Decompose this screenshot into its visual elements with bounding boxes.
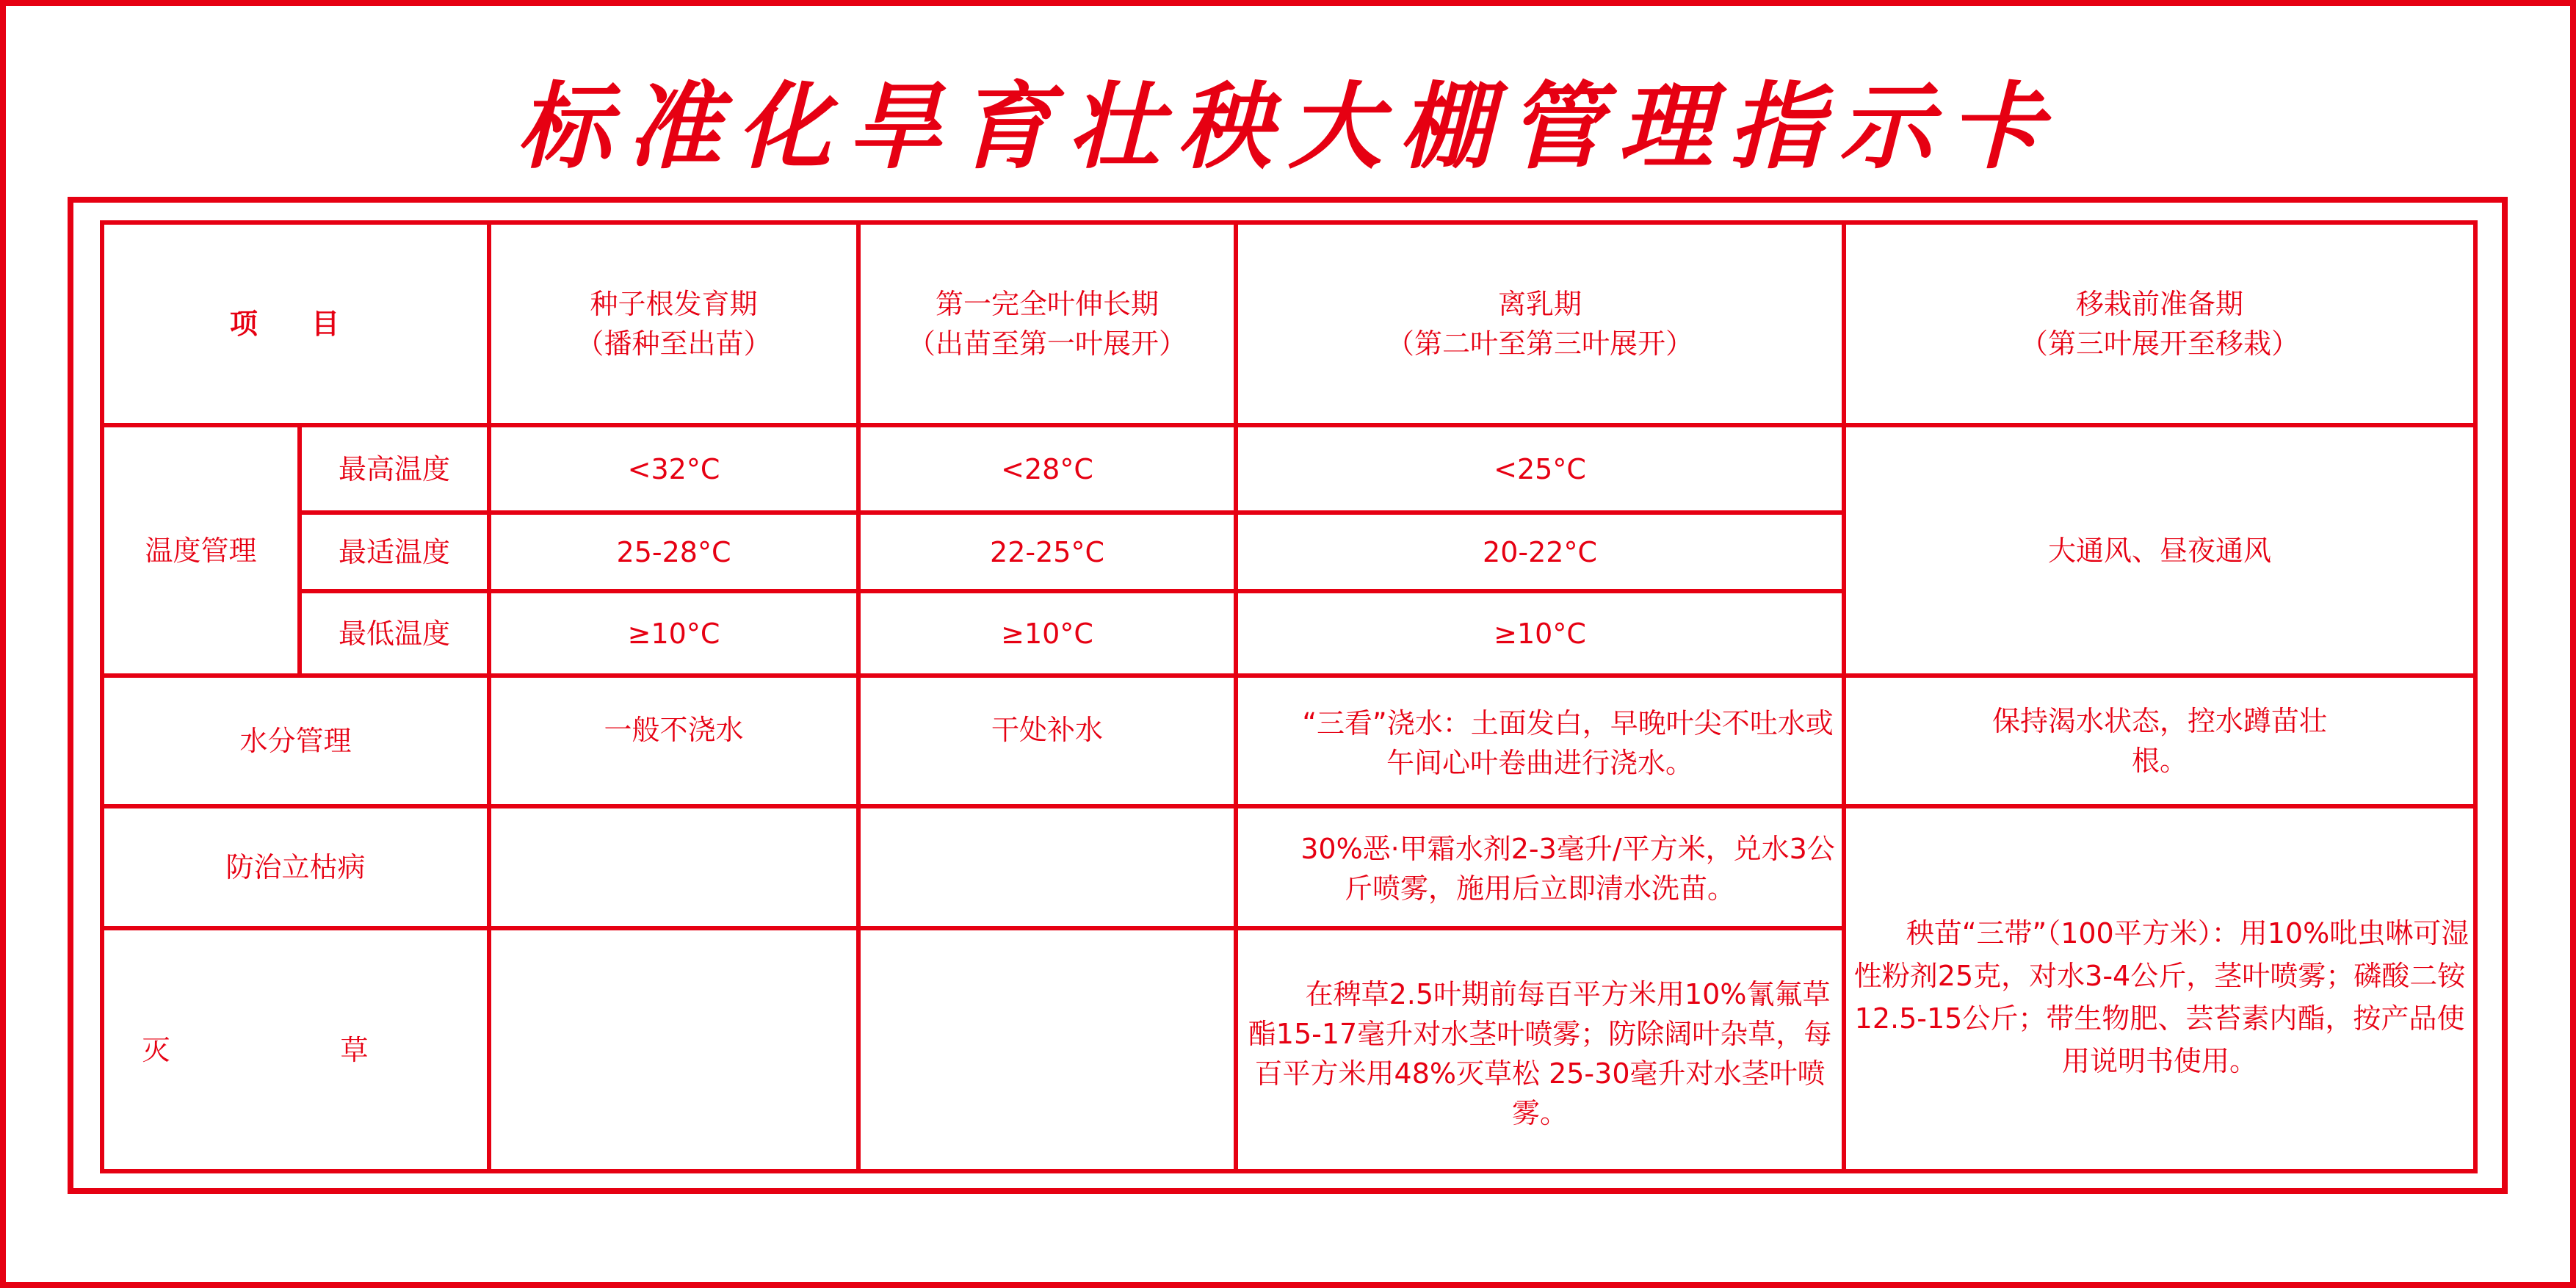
header-row xyxy=(102,222,2475,425)
water-stage3 xyxy=(1236,676,1844,806)
water-stage4-text: 保持渴水状态，控水蹲苗壮根。 xyxy=(1992,705,2328,777)
stage-name: 离乳期 xyxy=(1498,288,1582,320)
temp-row-max xyxy=(102,425,2475,513)
water-stage1: 一般不浇水 xyxy=(489,676,858,806)
stage-range: （出苗至第一叶展开） xyxy=(908,328,1187,360)
weeding-label: 灭 草 xyxy=(102,928,489,1171)
page-title: 标准化旱育壮秧大棚管理指示卡 xyxy=(516,72,2059,182)
stage-range: （播种至出苗） xyxy=(576,328,772,360)
temp-min-stage1: ≥10°C xyxy=(489,591,858,676)
stage-name: 第一完全叶伸长期 xyxy=(936,288,1159,320)
temp-opt-stage3: 20-22°C xyxy=(1236,513,1844,591)
temp-min-stage2: ≥10°C xyxy=(858,591,1236,676)
damping-off-label: 防治立枯病 xyxy=(102,806,489,928)
temp-opt-label: 最适温度 xyxy=(300,513,489,591)
temperature-label: 温度管理 xyxy=(102,425,300,676)
damping-off-row xyxy=(102,806,2475,928)
water-row xyxy=(102,676,2475,806)
stage-range: （第二叶至第三叶展开） xyxy=(1386,328,1694,360)
weeding-stage3 xyxy=(1236,928,1844,1171)
weeding-stage3-text: 在稗草2.5叶期前每百平方米用10%氰氟草酯15-17毫升对水茎叶喷雾；防除阔叶杂草，每百平方米用48%灭草松 25-30毫升对水茎叶喷雾。 xyxy=(1248,977,1832,1129)
item-header-label: 项 目 xyxy=(229,308,362,340)
stage-header-1 xyxy=(489,222,858,425)
water-stage2: 干处补水 xyxy=(858,676,1236,806)
weeding-stage2 xyxy=(858,928,1236,1171)
temp-min-label: 最低温度 xyxy=(300,591,489,676)
temp-max-stage2: <28°C xyxy=(858,425,1236,513)
water-label: 水分管理 xyxy=(102,676,489,806)
damping-off-stage2 xyxy=(858,806,1236,928)
stage-header-3 xyxy=(1236,222,1844,425)
temp-max-stage3: <25°C xyxy=(1236,425,1844,513)
three-carry-text: 秧苗“三带”（100平方米）：用10%吡虫啉可湿性粉剂25克，对水3-4公斤，茎叶喷雾；磷酸二铵12.5-15公斤；带生物肥、芸苔素内酯，按产品使用说明书使用。 xyxy=(1853,916,2470,1077)
stage-name: 移栽前准备期 xyxy=(2076,288,2244,320)
temp-opt-stage2: 22-25°C xyxy=(858,513,1236,591)
water-stage4 xyxy=(1844,676,2475,806)
stage-range: （第三叶展开至移栽） xyxy=(2020,328,2300,360)
stage-header-2 xyxy=(858,222,1236,425)
damping-off-stage3-text: 30%恶·甲霜水剂2-3毫升/平方米，兑水3公斤喷雾，施用后立即清水洗苗。 xyxy=(1300,833,1835,905)
temp-opt-stage1: 25-28°C xyxy=(489,513,858,591)
three-carry-cell xyxy=(1844,806,2475,1171)
temp-max-label: 最高温度 xyxy=(300,425,489,513)
management-table xyxy=(100,220,2478,1173)
damping-off-stage1 xyxy=(489,806,858,928)
water-stage3-text: “三看”浇水：土面发白，早晚叶尖不吐水或午间心叶卷曲进行浇水。 xyxy=(1302,707,1834,779)
damping-off-stage3 xyxy=(1236,806,1844,928)
stage-name: 种子根发育期 xyxy=(590,288,758,320)
stage-header-4 xyxy=(1844,222,2475,425)
temp-min-stage3: ≥10°C xyxy=(1236,591,1844,676)
item-header xyxy=(102,222,489,425)
weeding-stage1 xyxy=(489,928,858,1171)
temp-max-stage1: <32°C xyxy=(489,425,858,513)
temp-transplant-prep: 大通风、昼夜通风 xyxy=(1844,425,2475,676)
